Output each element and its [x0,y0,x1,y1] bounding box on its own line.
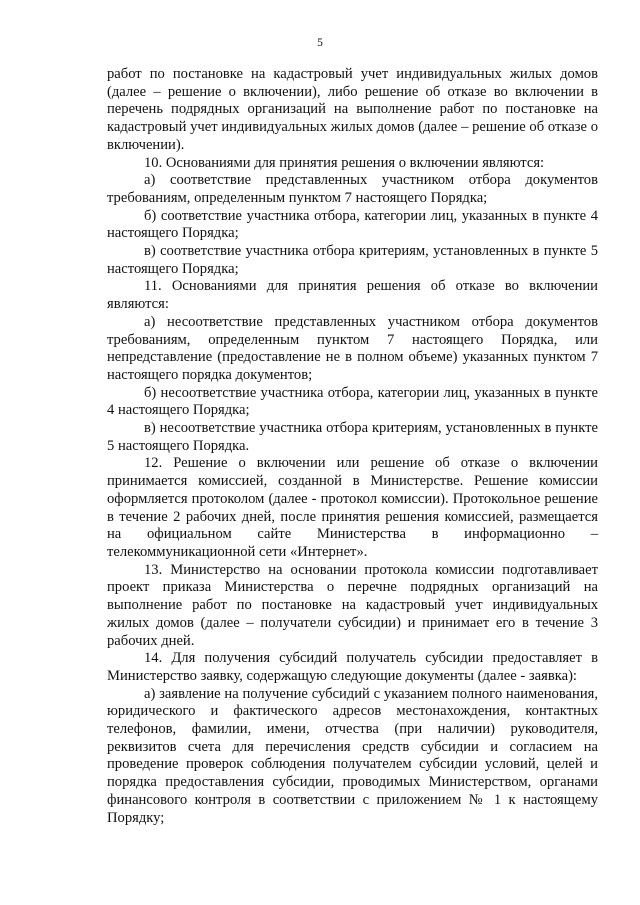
paragraph-item-14a: а) заявление на получение субсидий с указанием полного наименования, юридического и фактического адресов местонахождения, контактных телефонов, фамилии, имени, отчества (при наличии) руководителя, реквизитов счета для перечисления средств субсидии и согласием на проведение проверок соблюдения получателем субсидии условий, целей и порядка предоставления субсидии, проводимых Министерством, органами финансового контроля в соответствии с приложением № 1 к настоящему Порядку; [107,685,598,826]
paragraph-item-11v: в) несоответствие участника отбора критериям, установленных в пункте 5 настоящего Порядка. [107,420,598,454]
paragraph-item-10b: б) соответствие участника отбора, категории лиц, указанных в пункте 4 настоящего Порядка; [107,207,598,242]
document-body [107,66,598,827]
page-number: 5 [317,37,323,49]
paragraph-item-10a: а) соответствие представленных участником отбора документов требованиям, определенным пунктом 7 настоящего Порядка; [107,172,598,206]
paragraph-item-11a: а) несоответствие представленных участником отбора документов требованиям, определенным пунктом 7 настоящего Порядка, или непредставление (предоставление не в полном объеме) указанных пунктом 7 настоящего порядка документов; [107,313,598,383]
paragraph-item-11: 11. Основаниями для принятия решения об отказе во включении являются: [107,278,598,313]
paragraph-item-10: 10. Основаниями для принятия решения о включении являются: [144,154,545,171]
paragraph-item-12: 12. Решение о включении или решение об отказе о включении принимается комиссией, созданной в Министерстве. Решение комиссии оформляется протоколом (далее - протокол комиссии). Протокольное решение в течение 2 рабочих дней, после принятия решения комиссией, размещается на официальном сайте Министерства в информационно – телекоммуникационной сети «Интернет». [107,455,598,560]
paragraph-continuation: работ по постановке на кадастровый учет индивидуальных жилых домов (далее – решение о включении), либо решение об отказе во включении в перечень подрядных организаций на выполнение работ по постановке на кадастровый учет индивидуальных жилых домов (далее – решение об отказе о включении). [107,66,598,153]
paragraph-item-13: 13. Министерство на основании протокола комиссии подготавливает проект приказа Министерства о перечне подрядных организаций на выполнение работ по постановке на кадастровый учет индивидуальных жилых домов (далее – получатели субсидии) и принимает его в течение 3 рабочих дней. [107,561,598,649]
paragraph-item-11b: б) несоответствие участника отбора, категории лиц, указанных в пункте 4 настоящего Порядка; [107,384,598,419]
paragraph-item-10v: в) соответствие участника отбора критериям, установленных в пункте 5 настоящего Порядка; [107,243,598,277]
paragraph-item-14: 14. Для получения субсидий получатель субсидии предоставляет в Министерство заявку, содержащую следующие документы (далее - заявка): [107,650,598,684]
